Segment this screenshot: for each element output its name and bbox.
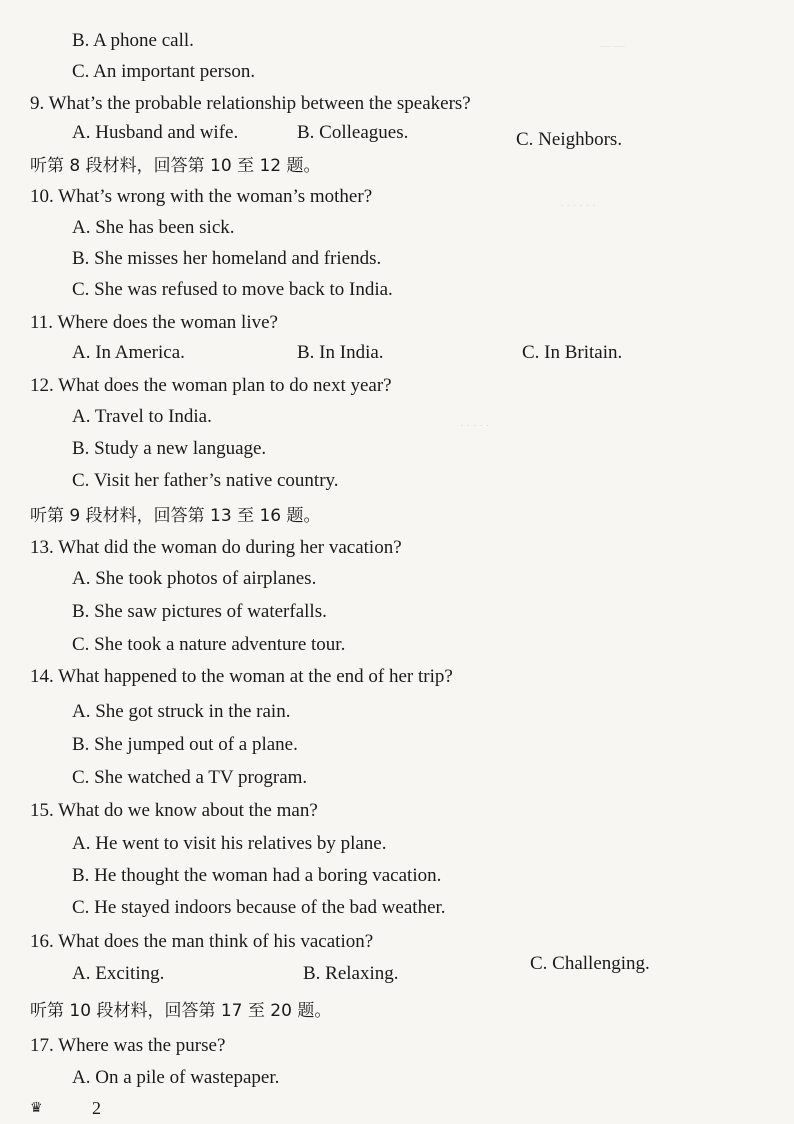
option-14a: A. She got struck in the rain. [72, 701, 291, 722]
option-10c: C. She was refused to move back to India. [72, 279, 393, 300]
option-8b: B. A phone call. [72, 30, 194, 51]
question-13: 13. What did the woman do during her vacation? [30, 537, 402, 558]
crown-icon: ♛ [30, 1101, 43, 1116]
question-14: 14. What happened to the woman at the end of her trip? [30, 666, 453, 687]
option-13a: A. She took photos of airplanes. [72, 568, 317, 589]
section-8-heading: 听第 8 段材料，回答第 10 至 12 题。 [30, 156, 321, 176]
option-10b: B. She misses her homeland and friends. [72, 248, 382, 269]
option-9a: A. Husband and wife. [72, 122, 239, 143]
question-9: 9. What’s the probable relationship between the speakers? [30, 93, 471, 114]
option-11b: B. In India. [297, 342, 384, 363]
bleed-through-text: · · · · · [460, 420, 490, 432]
option-12a: A. Travel to India. [72, 406, 212, 427]
bleed-through-text: · · · · · · [560, 200, 596, 212]
option-15a: A. He went to visit his relatives by plane. [72, 833, 387, 854]
bleed-through-text: — — [600, 40, 625, 52]
option-15b: B. He thought the woman had a boring vacation. [72, 865, 442, 886]
option-16b: B. Relaxing. [303, 963, 399, 984]
option-11a: A. In America. [72, 342, 185, 363]
option-13b: B. She saw pictures of waterfalls. [72, 601, 327, 622]
option-14b: B. She jumped out of a plane. [72, 734, 298, 755]
question-12: 12. What does the woman plan to do next year? [30, 375, 392, 396]
option-13c: C. She took a nature adventure tour. [72, 634, 346, 655]
option-15c: C. He stayed indoors because of the bad weather. [72, 897, 446, 918]
page-number: 2 [92, 1098, 101, 1118]
option-8c: C. An important person. [72, 61, 256, 82]
option-11c: C. In Britain. [522, 342, 623, 363]
option-16a: A. Exciting. [72, 963, 165, 984]
option-14c: C. She watched a TV program. [72, 767, 308, 788]
option-9c: C. Neighbors. [516, 129, 623, 150]
question-15: 15. What do we know about the man? [30, 800, 318, 821]
option-12b: B. Study a new language. [72, 438, 267, 459]
option-9b: B. Colleagues. [297, 122, 409, 143]
option-17a: A. On a pile of wastepaper. [72, 1067, 280, 1088]
section-10-heading: 听第 10 段材料，回答第 17 至 20 题。 [30, 1001, 332, 1021]
option-10a: A. She has been sick. [72, 217, 235, 238]
option-12c: C. Visit her father’s native country. [72, 470, 339, 491]
question-11: 11. Where does the woman live? [30, 312, 278, 333]
option-16c: C. Challenging. [530, 953, 650, 974]
question-10: 10. What’s wrong with the woman’s mother? [30, 186, 373, 207]
question-16: 16. What does the man think of his vacation? [30, 931, 374, 952]
question-17: 17. Where was the purse? [30, 1035, 226, 1056]
section-9-heading: 听第 9 段材料，回答第 13 至 16 题。 [30, 506, 321, 526]
